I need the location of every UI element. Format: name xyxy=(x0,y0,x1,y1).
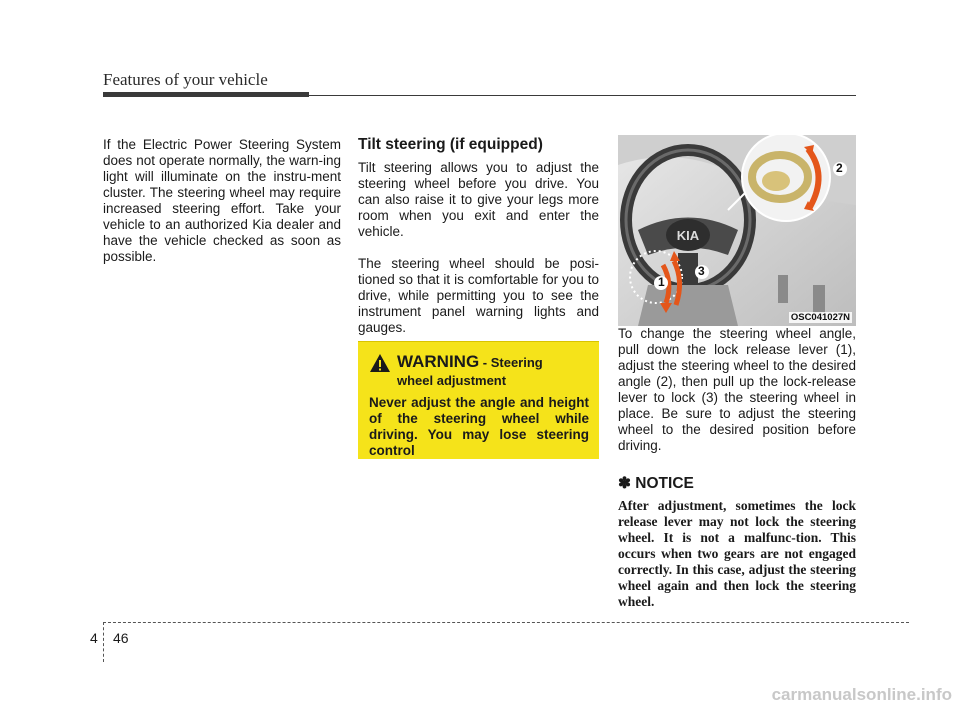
page-header-title: Features of your vehicle xyxy=(103,70,268,89)
figure-code: OSC041027N xyxy=(790,312,850,323)
warning-label: WARNING xyxy=(397,352,480,371)
warning-title-dash: - Steering xyxy=(479,355,543,370)
tilt-paragraph-2: The steering wheel should be posi-tioned so that it is comfortable for you to drive, while permitting you to see the instrument panel warning lights and gauges. xyxy=(358,256,599,335)
tilt-steering-heading: Tilt steering (if equipped) xyxy=(358,136,543,153)
notice-heading xyxy=(618,474,856,494)
warning-subtitle: wheel adjustment xyxy=(397,373,507,388)
adjustment-paragraph: To change the steering wheel angle, pull down the lock release lever (1), adjust the steering wheel to the desired angle (2), then pull up the lock-release lever to lock (3) the steering wheel in place. Be sure to adjust the steering wheel to the desired position before driving. xyxy=(618,326,856,453)
notice-symbol-icon: ✽ xyxy=(618,475,631,492)
notice-heading-text: NOTICE xyxy=(631,475,694,492)
callout-2: 2 xyxy=(836,161,843,175)
callout-1: 1 xyxy=(658,275,665,289)
warning-body: Never adjust the angle and height of the steering wheel while driving. You may lose steering control xyxy=(369,395,589,458)
header-rule-thin xyxy=(309,95,856,96)
steering-wheel-figure xyxy=(618,135,856,326)
footer-rule xyxy=(103,622,909,623)
warning-triangle-icon xyxy=(369,353,391,373)
notice-body: After adjustment, sometimes the lock release lever may not lock the steering wheel. It is not a malfunc-tion. This occurs when two gears are not engaged correctly. In this case, adjust the steering wheel again and then lock the steering wheel. xyxy=(618,498,856,609)
column-2 xyxy=(358,135,599,352)
warning-box xyxy=(358,341,599,459)
page-number: 46 xyxy=(113,630,129,646)
footer-divider xyxy=(103,622,104,662)
watermark: carmanualsonline.info xyxy=(771,685,952,704)
svg-text:KIA: KIA xyxy=(676,228,700,243)
column-1 xyxy=(103,137,341,281)
tilt-paragraph-1: Tilt steering allows you to adjust the steering wheel before you drive. You can also raise it to give your legs more room when you exit and enter the vehicle. xyxy=(358,160,599,239)
page-chapter: 4 xyxy=(90,630,98,646)
warning-header xyxy=(369,352,589,373)
eps-paragraph: If the Electric Power Steering System does not operate normally, the warn-ing light will illuminate on the instru-ment cluster. The steering wheel may require increased steering effort. Take your vehicle to an authorized Kia dealer and have the vehicle checked as soon as possible. xyxy=(103,137,341,264)
column-3 xyxy=(618,326,856,610)
header-rule-thick xyxy=(103,92,309,97)
steering-wheel-illustration xyxy=(618,135,856,326)
callout-3: 3 xyxy=(698,264,705,278)
